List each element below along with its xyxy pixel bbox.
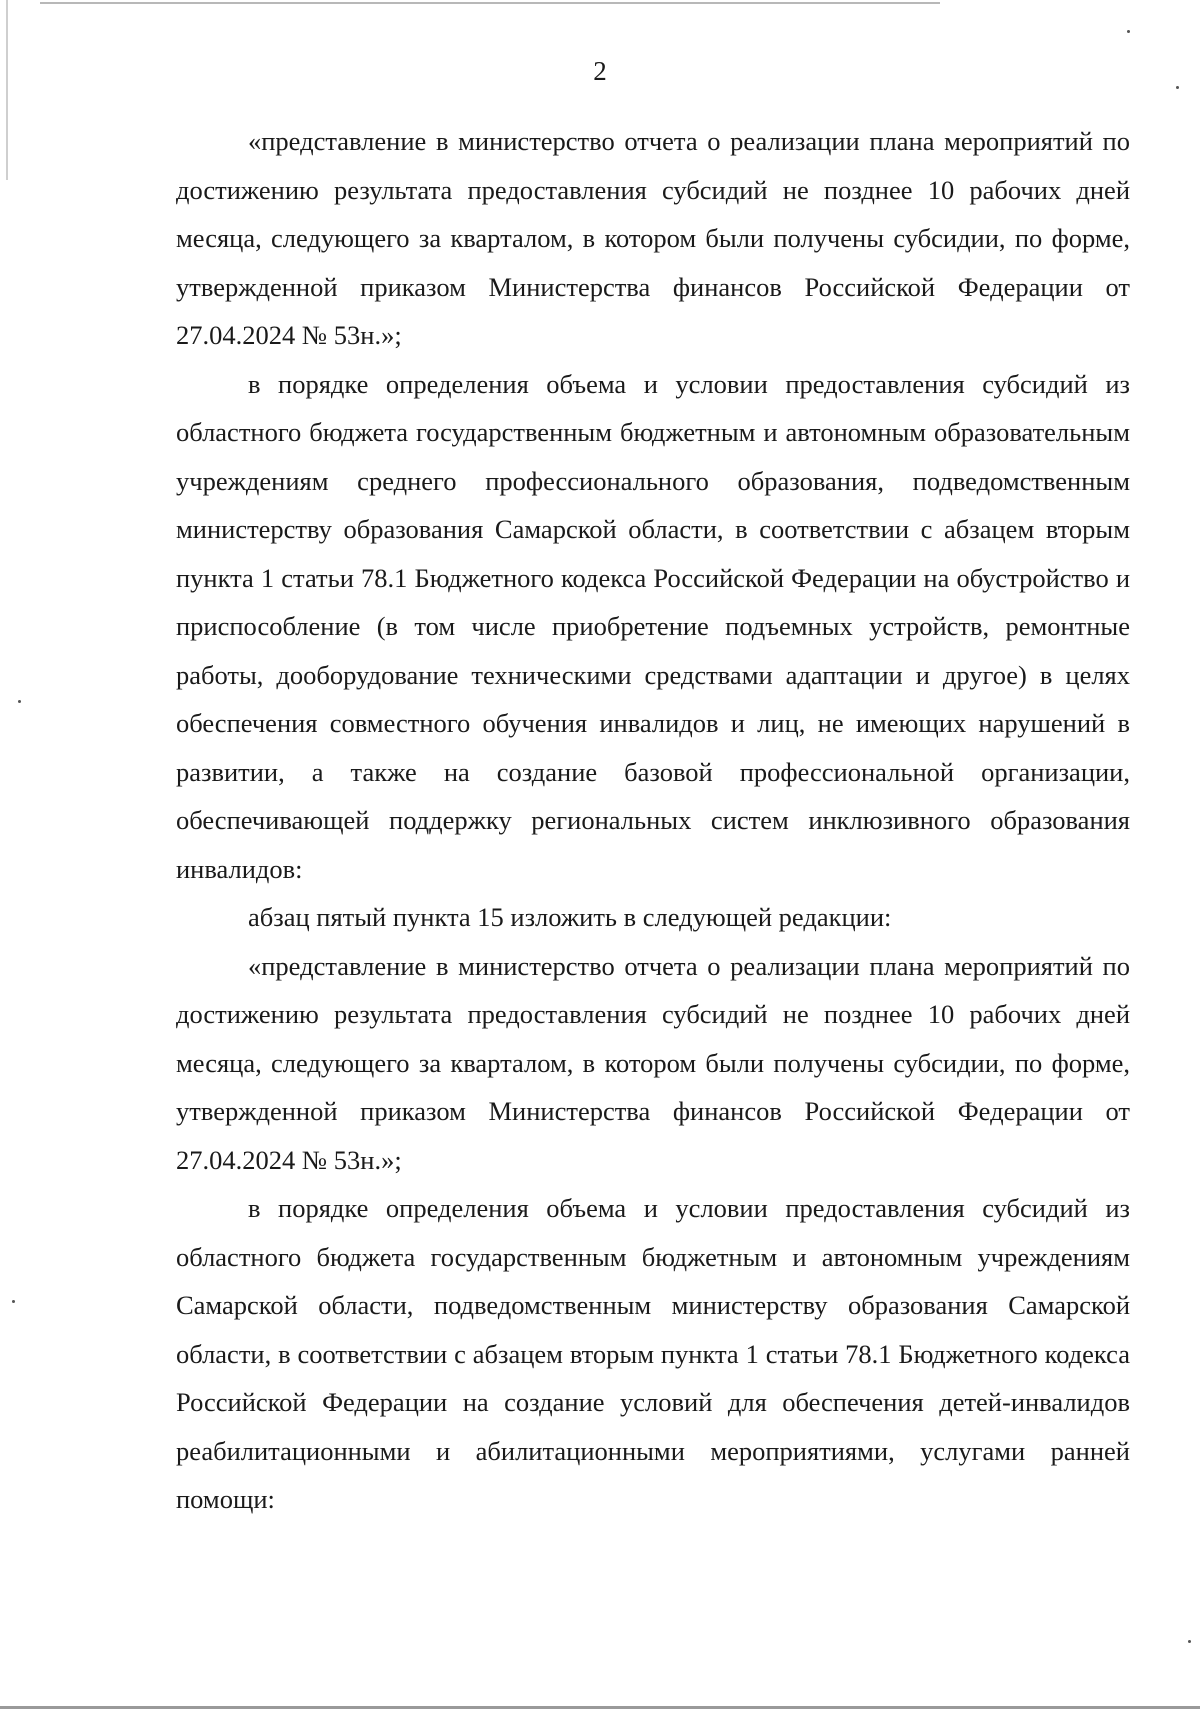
- scan-speck: [18, 700, 21, 703]
- document-body: [176, 117, 1130, 1524]
- scan-speck: [1127, 30, 1130, 33]
- paragraph-report-clause-1: «представление в министерство отчета о реализации плана мероприятий по достижению результата предоставления субсидий не позднее 10 рабочих дней месяца, следующего за кварталом, в котором были получены субсидии, по форме, утвержденной приказом Министерства финансов Российской Федерации от 27.04.2024 № 53н.»;: [176, 126, 1130, 350]
- scan-edge-top: [40, 2, 940, 4]
- page-number: 2: [593, 56, 607, 86]
- scan-edge-bottom: [0, 1706, 1200, 1709]
- paragraph-subsidy-procedure-2: в порядке определения объема и условии предоставления субсидий из областного бюджета государственным бюджетным и автономным учреждениям Самарской области, подведомственным министерству образования Самарской области, в соответствии с абзацем вторым пункта 1 статьи 78.1 Бюджетного кодекса Российской Федерации на создание условий для обеспечения детей-инвалидов реабилитационными и абилитационными мероприятиями, услугами ранней помощи:: [176, 1193, 1130, 1514]
- scan-speck: [1188, 1640, 1191, 1643]
- scan-speck: [1176, 86, 1179, 89]
- paragraph-report-clause-2: «представление в министерство отчета о реализации плана мероприятий по достижению результата предоставления субсидий не позднее 10 рабочих дней месяца, следующего за кварталом, в котором были получены субсидии, по форме, утвержденной приказом Министерства финансов Российской Федерации от 27.04.2024 № 53н.»;: [176, 950, 1130, 1175]
- paragraph-amendment-instruction: абзац пятый пункта 15 изложить в следующей редакции:: [248, 902, 892, 932]
- scan-edge-left: [6, 0, 8, 180]
- scan-speck: [12, 1300, 15, 1303]
- paragraph-subsidy-procedure-1: в порядке определения объема и условии предоставления субсидий из областного бюджета государственным бюджетным и автономным образовательным учреждениям среднего профессионального образования, подведомственным министерству образования Самарской области, в соответствии с абзацем вторым пункта 1 статьи 78.1 Бюджетного кодекса Российской Федерации на обустройство и приспособление (в том числе приобретение подъемных устройств, ремонтные работы, дооборудование техническими средствами адаптации и другое) в целях обеспечения совместного обучения инвалидов и лиц, не имеющих нарушений в развитии, а также на создание базовой профессиональной организации, обеспечивающей поддержку региональных систем инклюзивного образования инвалидов:: [176, 368, 1130, 884]
